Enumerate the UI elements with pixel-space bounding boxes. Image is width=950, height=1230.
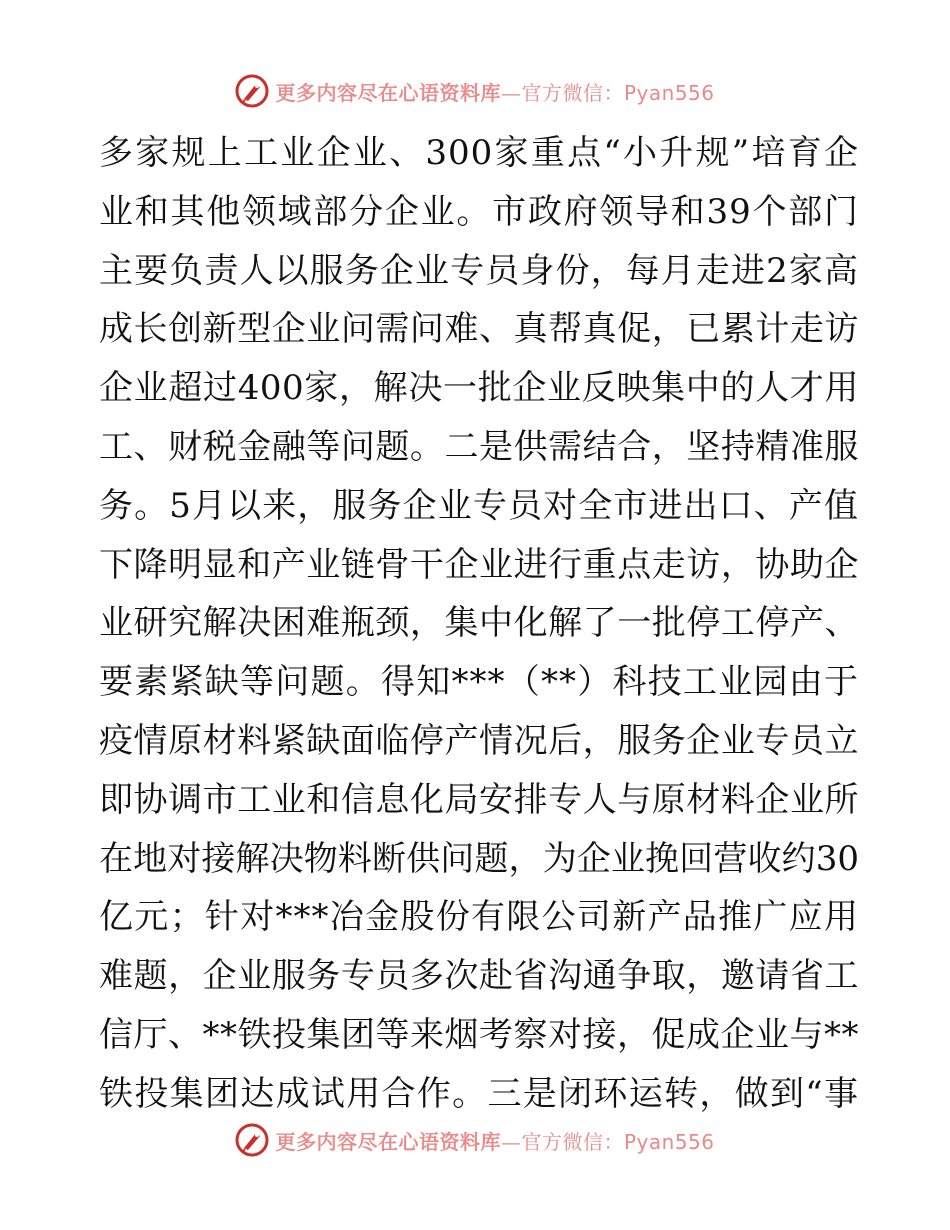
text-line: 即协调市工业和信息化局安排专人与原材料企业所 bbox=[99, 779, 859, 820]
text-line: 业研究解决困难瓶颈，集中化解了一批停工停产、 bbox=[99, 603, 859, 644]
text-line: 成长创新型企业问需问难、真帮真促，已累计走访 bbox=[99, 309, 859, 350]
footer-watermark bbox=[0, 1120, 950, 1160]
watermark-text bbox=[275, 77, 714, 106]
watermark-text bbox=[275, 1126, 714, 1155]
watermark-sub: 官方微信： bbox=[521, 1129, 624, 1154]
text-line: 企业超过400家，解决一批企业反映集中的人才用 bbox=[99, 368, 859, 409]
watermark-main: 更多内容尽在心语资料库 bbox=[275, 1129, 501, 1154]
text-line: 铁投集团达成试用合作。三是闭环运转，做到“事 bbox=[99, 1073, 859, 1114]
watermark-id: Pyan556 bbox=[623, 1129, 715, 1154]
watermark-id: Pyan556 bbox=[623, 80, 715, 105]
text-line: 工、财税金融等问题。二是供需结合，坚持精准服 bbox=[99, 426, 859, 467]
text-line: 要素紧缺等问题。得知***（**）科技工业园由于 bbox=[99, 662, 859, 703]
text-line: 亿元；针对***冶金股份有限公司新产品推广应用 bbox=[99, 897, 859, 938]
text-line: 疫情原材料紧缺面临停产情况后，服务企业专员立 bbox=[99, 720, 859, 761]
watermark-dash: — bbox=[500, 1129, 522, 1154]
text-line: 难题，企业服务专员多次赴省沟通争取，邀请省工 bbox=[99, 956, 859, 997]
text-line: 主要负责人以服务企业专员身份，每月走进2家高 bbox=[99, 250, 859, 291]
text-line: 多家规上工业企业、300家重点“小升规”培育企 bbox=[99, 133, 859, 173]
watermark-main: 更多内容尽在心语资料库 bbox=[275, 80, 501, 105]
text-line: 业和其他领域部分企业。市政府领导和39个部门 bbox=[99, 191, 859, 232]
pen-logo-icon bbox=[235, 1123, 269, 1157]
document-body bbox=[99, 124, 859, 1124]
header-watermark bbox=[0, 71, 950, 111]
watermark-dash: — bbox=[500, 80, 522, 105]
watermark-sub: 官方微信： bbox=[521, 80, 624, 105]
pen-logo-icon bbox=[235, 74, 269, 108]
text-line: 在地对接解决物料断供问题，为企业挽回营收约30 bbox=[99, 838, 859, 879]
text-line: 信厅、**铁投集团等来烟考察对接，促成企业与** bbox=[99, 1014, 859, 1055]
text-line: 务。5月以来，服务企业专员对全市进出口、产值 bbox=[99, 485, 859, 526]
text-line: 下降明显和产业链骨干企业进行重点走访，协助企 bbox=[99, 544, 859, 585]
